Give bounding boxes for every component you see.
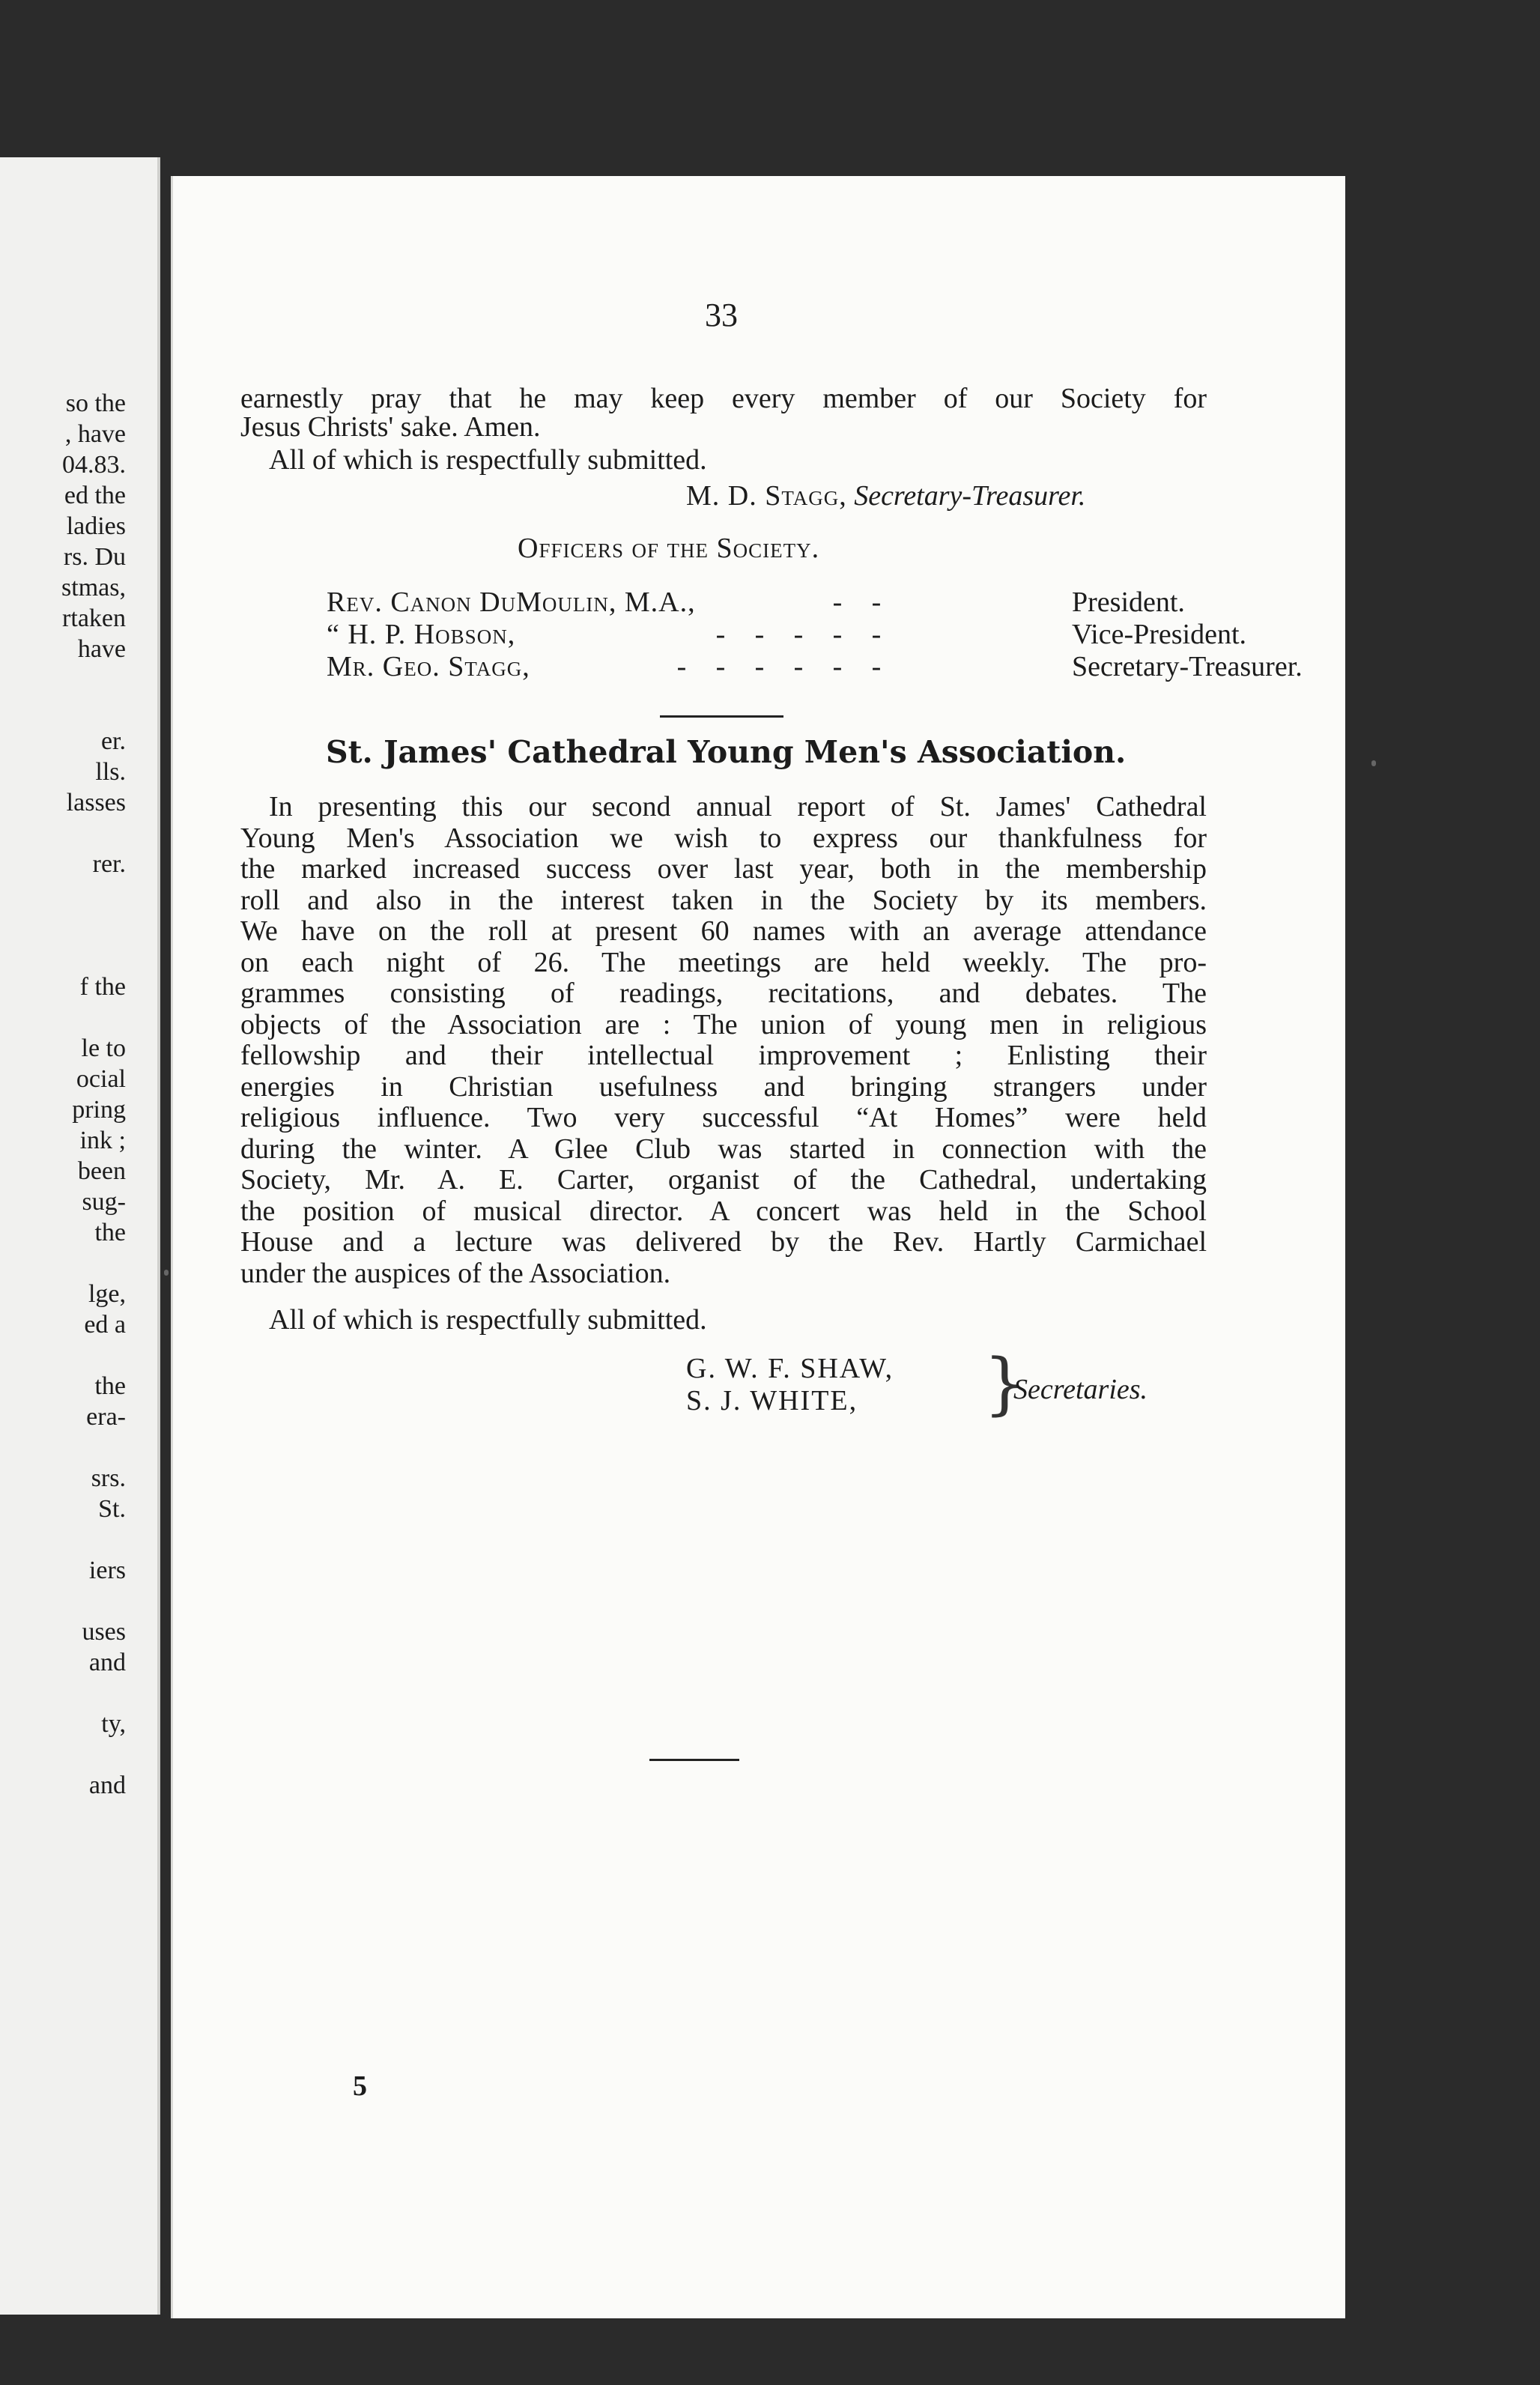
scan-speck <box>164 1270 169 1276</box>
facing-page-line: lasses <box>66 789 126 816</box>
signature-mark: 5 <box>353 2070 367 2102</box>
report-line: objects of the Association are : The union of young men in religious <box>240 1008 1207 1040</box>
report-line: on each night of 26. The meetings are held weekly. The pro- <box>240 946 1207 978</box>
report-line: under the auspices of the Association. <box>240 1257 671 1289</box>
facing-page-line <box>61 1739 126 1770</box>
facing-page-text <box>61 388 126 1801</box>
report-line: grammes consisting of readings, recitations, and debates. The <box>240 978 1207 1009</box>
association-submitted: All of which is respectfully submitted. <box>269 1304 707 1336</box>
facing-page-line: rtaken <box>62 604 126 632</box>
scan-speck <box>1371 760 1376 766</box>
facing-page-line <box>61 1524 126 1555</box>
leader-dash: - <box>715 619 726 650</box>
officer-name: “ H. P. Hobson, <box>327 619 516 650</box>
facing-page-line: era- <box>86 1403 126 1431</box>
facing-page-line: ed a <box>84 1311 126 1339</box>
facing-page-line: lge, <box>88 1280 126 1308</box>
facing-page-line: pring <box>72 1096 126 1124</box>
facing-page-line <box>61 1678 126 1709</box>
leader-dash: - <box>832 651 843 682</box>
leader-dash: - <box>871 651 882 682</box>
facing-page-line <box>61 664 126 695</box>
facing-page-line <box>61 910 126 941</box>
facing-page-line <box>61 941 126 972</box>
facing-page <box>0 157 160 2315</box>
facing-page-line: St. <box>98 1495 126 1523</box>
officer-leader-dots <box>818 586 896 619</box>
report-line: roll and also in the interest taken in the Society by its members. <box>240 884 1207 916</box>
facing-page-line: rs. Du <box>63 543 126 571</box>
facing-page-line: lls. <box>95 758 126 786</box>
facing-page-line: the <box>94 1372 126 1400</box>
leader-dash: - <box>754 651 765 682</box>
report-line: religious influence. Two very successful “At Homes” were held <box>240 1102 1207 1133</box>
report-line: In presenting this our second annual report of St. James' Cathedral <box>269 791 1207 822</box>
leader-dash: - <box>715 651 726 682</box>
facing-page-line: so the <box>65 390 126 417</box>
report-line: during the winter. A Glee Club was started in connection with the <box>240 1133 1207 1165</box>
officer-row <box>327 650 1303 683</box>
officer-role: Secretary-Treasurer. <box>1072 651 1303 682</box>
report-line: Young Men's Association we wish to express our thankfulness for <box>240 822 1207 854</box>
officer-name: Rev. Canon DuMoulin, M.A., <box>327 587 696 618</box>
facing-page-line: f the <box>79 973 126 1001</box>
section-rule <box>660 715 783 718</box>
facing-page-line: and <box>88 1649 126 1676</box>
report-line: House and a lecture was delivered by the Rev. Hartly Carmichael <box>240 1226 1207 1258</box>
leader-dash: - <box>793 651 804 682</box>
leader-dash: - <box>832 587 843 618</box>
facing-page-line: , have <box>64 420 126 448</box>
facing-page-line: le to <box>81 1034 126 1062</box>
facing-page-line: er. <box>100 727 126 755</box>
facing-page-line: and <box>88 1772 126 1799</box>
report-line: energies in Christian usefulness and bringing strangers under <box>240 1070 1207 1103</box>
facing-page-line <box>61 1248 126 1279</box>
officer-role: Vice-President. <box>1072 619 1247 650</box>
leader-dash: - <box>754 619 765 650</box>
continuation-submitted: All of which is respectfully submitted. <box>269 444 707 476</box>
facing-page-line: been <box>77 1157 126 1185</box>
leader-dash: - <box>676 651 687 682</box>
end-rule <box>649 1759 739 1761</box>
facing-page-line: 04.83. <box>62 451 126 479</box>
facing-page-line: have <box>77 635 126 663</box>
facing-page-line <box>61 1340 126 1371</box>
secretaries-label: Secretaries. <box>1013 1374 1148 1405</box>
facing-page-line: stmas, <box>61 574 126 601</box>
facing-page-line: ty, <box>101 1710 126 1738</box>
continuation-line-1: earnestly pray that he may keep every member of our Society for <box>240 383 1207 414</box>
leader-dash: - <box>793 619 804 650</box>
facing-page-line <box>61 818 126 849</box>
document-page <box>171 176 1345 2318</box>
facing-page-line <box>61 1432 126 1463</box>
facing-page-line: ink ; <box>79 1127 126 1154</box>
officer-leader-dots <box>662 650 896 683</box>
report-line: the marked increased success over last year, both in the membership <box>240 853 1207 885</box>
signer-shaw: G. W. F. SHAW, <box>686 1353 894 1384</box>
leader-dash: - <box>832 619 843 650</box>
report-line: the position of musical director. A concert was held in the School <box>240 1195 1207 1227</box>
leader-dash: - <box>871 619 882 650</box>
page-number: 33 <box>705 297 738 333</box>
officer-name: Mr. Geo. Stagg, <box>327 651 530 682</box>
association-title: St. James' Cathedral Young Men's Association. <box>326 734 1127 770</box>
leader-dash: - <box>871 587 882 618</box>
officers-heading: Officers of the Society. <box>518 533 820 564</box>
brace-icon: } <box>983 1345 1027 1423</box>
facing-page-line: ladies <box>66 512 126 540</box>
officer-role: President. <box>1072 587 1185 618</box>
facing-page-line: uses <box>82 1618 126 1646</box>
report-line: fellowship and their intellectual improvement ; Enlisting their <box>240 1040 1207 1071</box>
officer-leader-dots <box>701 618 896 651</box>
officer-row <box>327 586 1210 619</box>
facing-page-line: ocial <box>76 1065 126 1093</box>
facing-page-line <box>61 695 126 726</box>
continuation-line-2: Jesus Christs' sake. Amen. <box>240 411 541 443</box>
facing-page-line <box>61 879 126 910</box>
facing-page-line: the <box>94 1219 126 1246</box>
facing-page-line <box>61 1586 126 1616</box>
report-line: We have on the roll at present 60 names with an average attendance <box>240 915 1207 947</box>
facing-page-line: sug- <box>82 1188 126 1216</box>
facing-page-line: ed the <box>64 482 126 509</box>
report-line: Society, Mr. A. E. Carter, organist of the Cathedral, undertaking <box>240 1164 1207 1195</box>
signer-name: M. D. Stagg, <box>686 480 847 512</box>
signer-white: S. J. WHITE, <box>686 1385 858 1416</box>
facing-page-line: srs. <box>91 1464 126 1492</box>
facing-page-line <box>61 1002 126 1033</box>
continuation-signature <box>686 479 1085 512</box>
officer-row <box>327 618 1247 651</box>
facing-page-line: iers <box>88 1557 126 1584</box>
facing-page-line: rer. <box>92 850 126 878</box>
signer-title: Secretary-Treasurer. <box>854 480 1086 512</box>
